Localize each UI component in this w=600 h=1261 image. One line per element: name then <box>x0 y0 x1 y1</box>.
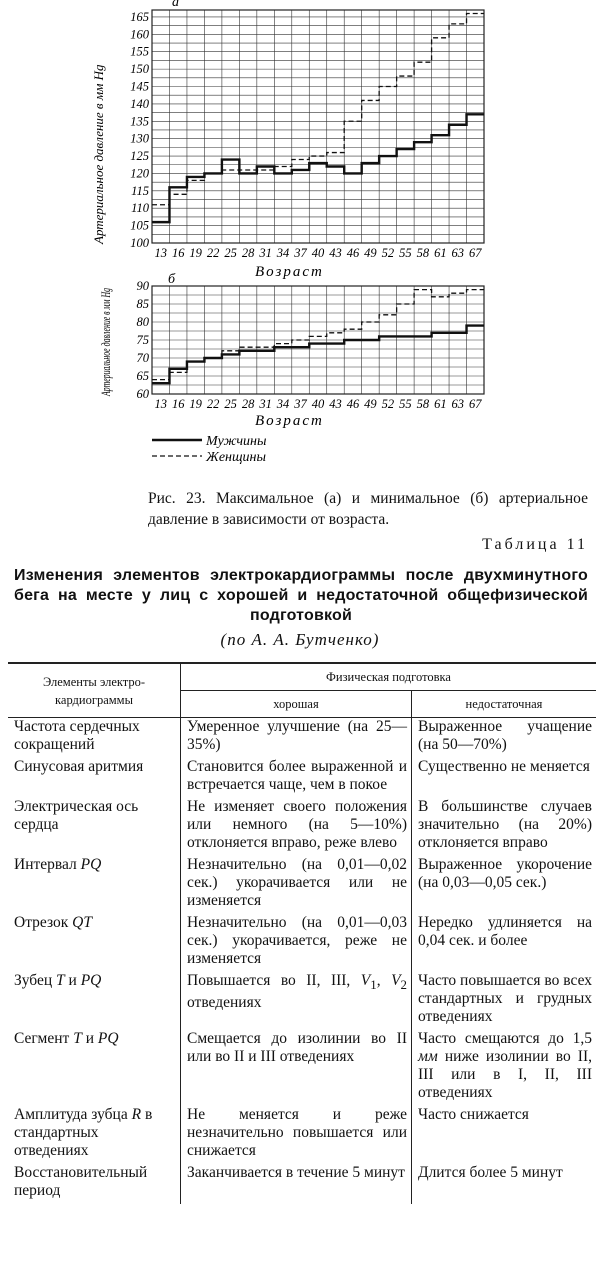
x-tick-label: 25 <box>224 246 237 260</box>
x-tick-label: 13 <box>154 246 167 260</box>
header-good: хорошая <box>181 691 412 718</box>
x-tick-label: 19 <box>189 246 202 260</box>
header-elements: Элементы электро-кардиограммы <box>8 663 181 718</box>
row-element-cell: Зубец T и PQ <box>14 972 102 989</box>
series-women-line <box>152 290 484 380</box>
series-men-line <box>152 114 484 222</box>
x-tick-label: 28 <box>241 397 255 411</box>
table-row <box>8 758 596 798</box>
x-tick-label: 67 <box>469 397 482 411</box>
table-number: Таблица 11 <box>482 536 588 553</box>
figure-caption: Рис. 23. Максимальное (а) и минимальное (б) артериальное давление в зависимости от возраста. <box>148 490 588 528</box>
row-poor-cell: Часто повышается во всех стандартных и грудных отведениях <box>412 972 597 1030</box>
figure-23 <box>0 0 600 480</box>
x-tick-label: 22 <box>206 397 220 411</box>
x-tick-label: 46 <box>346 397 360 411</box>
x-tick-label: 52 <box>381 246 395 260</box>
y-tick-label: 130 <box>130 131 149 146</box>
x-tick-label: 43 <box>329 246 342 260</box>
row-element-cell: Сегмент T и PQ <box>14 1030 119 1047</box>
x-tick-label: 63 <box>451 246 465 260</box>
row-element-cell: Синусовая аритмия <box>14 758 144 775</box>
table-subtitle: (по А. А. Бутченко) <box>220 630 380 649</box>
header-fitness: Физическая подготовка <box>181 663 597 691</box>
y-tick-label: 165 <box>130 9 149 24</box>
row-good-cell: Заканчивается в течение 5 минут <box>181 1164 412 1204</box>
y-tick-label: 75 <box>136 333 149 347</box>
table-row <box>8 972 596 1030</box>
row-good-cell: Повышается во II, III, $V_1$, $V_2$ отведениях <box>181 972 412 1030</box>
y-tick-label: 85 <box>136 297 149 311</box>
y-tick-label: 125 <box>130 149 149 164</box>
chart-panel-a <box>130 10 484 260</box>
row-element-cell: Отрезок QT <box>14 914 92 931</box>
x-tick-label: 63 <box>451 397 465 411</box>
table-row <box>8 798 596 856</box>
x-tick-label: 37 <box>294 397 307 411</box>
x-tick-label: 67 <box>469 246 482 260</box>
y-tick-label: 60 <box>136 387 149 401</box>
header-poor: недостаточная <box>412 691 597 718</box>
ekg-table-body <box>8 718 596 1205</box>
row-poor-cell: В большинстве случаев значительно (на 20%) отклоняется вправо <box>412 798 597 856</box>
table-row <box>8 1030 596 1106</box>
y-tick-label: 70 <box>136 351 149 365</box>
panel-b-ylabel: Артериальное давление в мм Hg <box>98 216 113 396</box>
x-tick-label: 43 <box>329 397 342 411</box>
row-poor-cell: Часто снижается <box>412 1106 597 1164</box>
panel-a-ylabel: Артериальное давление в мм Hg <box>91 64 106 244</box>
panel-a-letter: а <box>172 0 179 10</box>
x-tick-label: 40 <box>311 397 325 411</box>
y-tick-label: 90 <box>136 279 149 293</box>
y-tick-label: 65 <box>136 369 149 383</box>
row-poor-cell: Выраженное учащение (на 50—70%) <box>412 718 597 759</box>
y-tick-label: 145 <box>130 79 149 94</box>
row-poor-cell: Выраженное укорочение (на 0,03—0,05 сек.) <box>412 856 597 914</box>
x-tick-label: 52 <box>381 397 395 411</box>
x-tick-label: 13 <box>154 397 167 411</box>
x-tick-label: 61 <box>434 246 447 260</box>
table-row <box>8 1164 596 1204</box>
table-title: Изменения элементов электрокардиограммы после двухминутного бега на месте у лиц с хорошей и недостаточной общефизической подготовкой <box>14 567 588 624</box>
y-tick-label: 105 <box>130 218 149 233</box>
x-tick-label: 31 <box>259 246 272 260</box>
row-good-cell: Становится более выраженной и встречается чаще, чем в покое <box>181 758 412 798</box>
row-element-cell: Электрическая ось сердца <box>14 798 139 833</box>
panel-a-xlabel: Возраст <box>255 264 324 280</box>
row-element-cell: Частота сердечных сокращений <box>14 718 140 753</box>
table-row <box>8 914 596 972</box>
series-men-line <box>152 326 484 384</box>
panel-b-letter: б <box>168 272 176 287</box>
ekg-table <box>8 662 596 1204</box>
table-row <box>8 1106 596 1164</box>
x-tick-label: 19 <box>189 397 202 411</box>
y-tick-label: 155 <box>130 44 149 59</box>
y-tick-label: 100 <box>130 236 149 250</box>
legend-men-label: Мужчины <box>206 434 267 449</box>
row-good-cell: Незначительно (на 0,01—0,03 сек.) укорачивается, реже не изменяется <box>181 914 412 972</box>
x-tick-label: 25 <box>224 397 237 411</box>
legend-women-label: Женщины <box>206 450 266 465</box>
row-good-cell: Не изменяет своего положения или немного (на 5—10%) отклоняется вправо, реже влево <box>181 798 412 856</box>
table-row <box>8 856 596 914</box>
x-tick-label: 16 <box>171 397 185 411</box>
row-element-cell: Интервал PQ <box>14 856 102 873</box>
row-poor-cell: Нередко удлиняется на 0,04 сек. и более <box>412 914 597 972</box>
x-tick-label: 55 <box>399 397 412 411</box>
legend <box>152 434 266 465</box>
x-tick-label: 49 <box>364 397 377 411</box>
x-tick-label: 22 <box>206 246 220 260</box>
panel-b-xlabel: Возраст <box>255 413 324 429</box>
x-tick-label: 58 <box>416 246 430 260</box>
y-tick-label: 80 <box>136 315 149 329</box>
row-element-cell: Восстановительный период <box>14 1164 148 1199</box>
row-element-cell: Амплитуда зубца R в стандартных отведениях <box>14 1106 153 1159</box>
y-tick-label: 140 <box>130 96 149 111</box>
y-tick-label: 160 <box>130 27 149 42</box>
x-tick-label: 28 <box>241 246 255 260</box>
row-good-cell: Не меняется и реже незначительно повышается или снижается <box>181 1106 412 1164</box>
y-tick-label: 135 <box>130 114 149 129</box>
chart-panel-b <box>137 279 485 411</box>
y-tick-label: 115 <box>131 183 149 198</box>
x-tick-label: 61 <box>434 397 447 411</box>
table-row <box>8 718 596 759</box>
row-good-cell: Умеренное улучшение (на 25—35%) <box>181 718 412 759</box>
x-tick-label: 31 <box>259 397 272 411</box>
x-tick-label: 49 <box>364 246 377 260</box>
x-tick-label: 58 <box>416 397 430 411</box>
row-poor-cell: Существенно не меняется <box>412 758 597 798</box>
x-tick-label: 34 <box>276 397 290 411</box>
x-tick-label: 16 <box>171 246 185 260</box>
y-tick-label: 110 <box>131 201 149 216</box>
row-good-cell: Смещается до изолинии во II или во II и III отведениях <box>181 1030 412 1106</box>
x-tick-label: 55 <box>399 246 412 260</box>
x-tick-label: 34 <box>276 246 290 260</box>
y-tick-label: 150 <box>130 62 149 77</box>
y-tick-label: 120 <box>130 166 149 181</box>
x-tick-label: 40 <box>311 246 325 260</box>
x-tick-label: 37 <box>294 246 307 260</box>
row-good-cell: Незначительно (на 0,01—0,02 сек.) укорачивается или не изменяется <box>181 856 412 914</box>
row-poor-cell: Длится более 5 минут <box>412 1164 597 1204</box>
x-tick-label: 46 <box>346 246 360 260</box>
row-poor-cell: Часто смещаются до 1,5 мм ниже изолинии во II, III или в I, II, III отведениях <box>412 1030 597 1106</box>
